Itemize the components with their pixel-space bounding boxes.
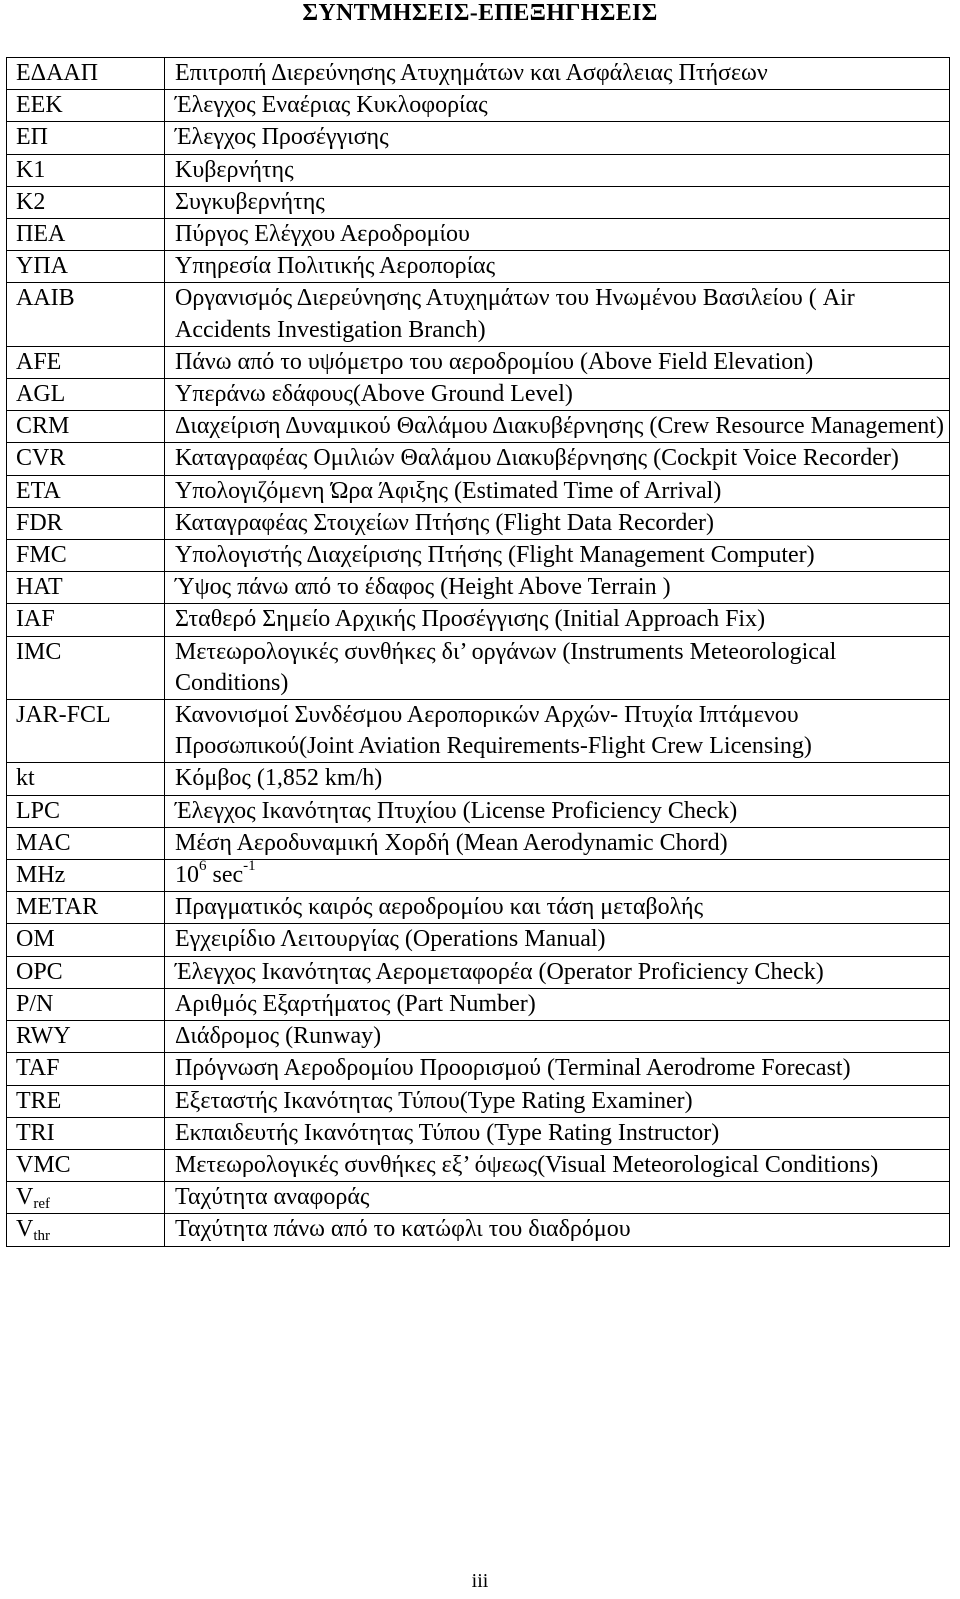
- abbreviation-definition: Έλεγχος Ικανότητας Αερομεταφορέα (Operator Proficiency Check): [175, 958, 824, 985]
- abbreviation-definition: Υπολογιζόμενη Ώρα Άφιξης (Estimated Time of Arrival): [175, 477, 722, 504]
- table-row: [7, 924, 950, 956]
- abbreviation-definition: 10: [175, 862, 199, 889]
- abbreviation-definition: Μετεωρολογικές συνθήκες δι’ οργάνων (Instruments Meteorological Conditions): [175, 638, 837, 696]
- abbreviation-term: P/N: [16, 990, 54, 1017]
- abbreviation-term-subscript: thr: [33, 1228, 51, 1245]
- abbreviation-term-cell: [7, 219, 165, 251]
- abbreviation-definition: Κανονισμοί Συνδέσμου Αεροπορικών Αρχών- Πτυχία Ιπτάμενου Προσωπικού(Joint Aviation Requirements-Flight Crew Licensing): [175, 702, 812, 760]
- table-row: [7, 411, 950, 443]
- abbreviation-definition-cell: [165, 283, 950, 346]
- abbreviation-term: ETA: [16, 477, 61, 504]
- table-row: [7, 827, 950, 859]
- abbreviation-definition-cell: [165, 604, 950, 636]
- page-title: ΣΥΝΤΜΗΣΕΙΣ-ΕΠΕΞΗΓΗΣΕΙΣ: [302, 0, 658, 26]
- abbreviation-term: METAR: [16, 894, 99, 921]
- abbreviation-definition-unit: sec: [206, 862, 244, 889]
- abbreviation-definition: Συγκυβερνήτης: [175, 188, 325, 215]
- abbreviation-definition: Υπεράνω εδάφους(Above Ground Level): [175, 381, 573, 408]
- table-row: [7, 90, 950, 122]
- abbreviations-table-body: [7, 58, 950, 1247]
- abbreviation-definition: Διαχείριση Δυναμικού Θαλάμου Διακυβέρνησης (Crew Resource Management): [175, 413, 944, 440]
- table-row: [7, 507, 950, 539]
- table-row: [7, 379, 950, 411]
- abbreviation-definition-cell: [165, 540, 950, 572]
- abbreviation-definition: Ύψος πάνω από το έδαφος (Height Above Terrain ): [175, 574, 671, 601]
- abbreviation-term-cell: [7, 827, 165, 859]
- abbreviation-term: AAIB: [16, 285, 75, 312]
- definition-unit-exponent: -1: [243, 858, 256, 875]
- table-row: [7, 1182, 950, 1214]
- abbreviation-definition-cell: [165, 1117, 950, 1149]
- abbreviation-term: VMC: [16, 1151, 71, 1178]
- table-row: [7, 1021, 950, 1053]
- abbreviation-term-cell: [7, 251, 165, 283]
- abbreviation-term: kt: [16, 765, 35, 792]
- abbreviation-definition-cell: [165, 1182, 950, 1214]
- abbreviation-definition: Εκπαιδευτής Ικανότητας Τύπου (Type Rating Instructor): [175, 1119, 720, 1146]
- abbreviation-definition: Μετεωρολογικές συνθήκες εξ’ όψεως(Visual Meteorological Conditions): [175, 1151, 879, 1178]
- abbreviation-term: MHz: [16, 862, 66, 889]
- abbreviation-term-cell: [7, 475, 165, 507]
- abbreviation-term: OM: [16, 926, 55, 953]
- abbreviation-definition-cell: [165, 1021, 950, 1053]
- abbreviation-definition-cell: [165, 956, 950, 988]
- abbreviation-definition-cell: [165, 763, 950, 795]
- table-row: [7, 1053, 950, 1085]
- abbreviation-definition: Σταθερό Σημείο Αρχικής Προσέγγισης (Initial Approach Fix): [175, 606, 766, 633]
- abbreviation-definition-cell: [165, 346, 950, 378]
- table-row: [7, 892, 950, 924]
- table-row: [7, 154, 950, 186]
- abbreviation-definition-cell: [165, 1085, 950, 1117]
- abbreviation-definition-cell: [165, 475, 950, 507]
- abbreviation-term-cell: [7, 1214, 165, 1246]
- abbreviation-definition: Διάδρομος (Runway): [175, 1023, 382, 1050]
- abbreviation-definition: Υπολογιστής Διαχείρισης Πτήσης (Flight Management Computer): [175, 542, 815, 569]
- abbreviation-term-cell: [7, 1149, 165, 1181]
- abbreviation-term: V: [16, 1184, 34, 1211]
- table-row: [7, 122, 950, 154]
- abbreviation-definition: Έλεγχος Ικανότητας Πτυχίου (License Proficiency Check): [175, 797, 738, 824]
- table-row: [7, 219, 950, 251]
- abbreviation-definition: Έλεγχος Προσέγγισης: [175, 124, 389, 151]
- table-row: [7, 700, 950, 763]
- abbreviation-definition: Ταχύτητα πάνω από το κατώφλι του διαδρόμου: [175, 1216, 631, 1243]
- table-row: [7, 763, 950, 795]
- abbreviation-term-cell: [7, 700, 165, 763]
- abbreviation-term: ΕΠ: [16, 124, 48, 151]
- abbreviation-definition: Πρόγνωση Αεροδρομίου Προορισμού (Terminal Aerodrome Forecast): [175, 1055, 851, 1082]
- abbreviation-definition-cell: [165, 988, 950, 1020]
- abbreviation-definition: Καταγραφέας Ομιλιών Θαλάμου Διακυβέρνησης (Cockpit Voice Recorder): [175, 445, 899, 472]
- abbreviation-definition-cell: [165, 507, 950, 539]
- abbreviation-term: ΠΕΑ: [16, 221, 66, 248]
- table-row: [7, 860, 950, 892]
- abbreviation-term-cell: [7, 956, 165, 988]
- table-row: [7, 283, 950, 346]
- abbreviation-term-cell: [7, 860, 165, 892]
- abbreviation-term: JAR-FCL: [16, 702, 111, 729]
- abbreviation-term-cell: [7, 763, 165, 795]
- abbreviation-term: IMC: [16, 638, 62, 665]
- abbreviation-definition-cell: [165, 700, 950, 763]
- abbreviation-term-cell: [7, 795, 165, 827]
- abbreviation-definition-cell: [165, 1053, 950, 1085]
- abbreviation-definition: Κόμβος (1,852 km/h): [175, 765, 383, 792]
- table-row: [7, 636, 950, 699]
- abbreviation-definition: Υπηρεσία Πολιτικής Αεροπορίας: [175, 253, 496, 280]
- abbreviation-term-cell: [7, 1053, 165, 1085]
- abbreviation-term-cell: [7, 283, 165, 346]
- abbreviation-term-cell: [7, 379, 165, 411]
- abbreviation-definition: Αριθμός Εξαρτήματος (Part Number): [175, 990, 536, 1017]
- abbreviation-definition: Κυβερνήτης: [175, 156, 294, 183]
- table-row: [7, 988, 950, 1020]
- abbreviation-definition-cell: [165, 572, 950, 604]
- abbreviation-definition-cell: [165, 122, 950, 154]
- abbreviation-definition-cell: [165, 154, 950, 186]
- table-row: [7, 475, 950, 507]
- abbreviation-term-cell: [7, 90, 165, 122]
- abbreviation-definition: Καταγραφέας Στοιχείων Πτήσης (Flight Data Recorder): [175, 509, 714, 536]
- abbreviation-term-cell: [7, 636, 165, 699]
- abbreviation-definition: Μέση Αεροδυναμική Χορδή (Mean Aerodynamic Chord): [175, 829, 728, 856]
- abbreviation-term: AGL: [16, 381, 66, 408]
- table-row: [7, 1214, 950, 1246]
- abbreviation-term-cell: [7, 411, 165, 443]
- abbreviation-term-cell: [7, 443, 165, 475]
- abbreviation-definition-cell: [165, 827, 950, 859]
- abbreviation-term: IAF: [16, 606, 55, 633]
- abbreviation-term: OPC: [16, 958, 63, 985]
- abbreviation-term-cell: [7, 604, 165, 636]
- table-row: [7, 186, 950, 218]
- abbreviation-definition-cell: [165, 219, 950, 251]
- abbreviation-definition-cell: [165, 892, 950, 924]
- abbreviation-term-cell: [7, 988, 165, 1020]
- abbreviation-definition-cell: [165, 860, 950, 892]
- abbreviation-definition-cell: [165, 924, 950, 956]
- abbreviation-definition-cell: [165, 443, 950, 475]
- table-row: [7, 540, 950, 572]
- abbreviation-term-cell: [7, 58, 165, 90]
- abbreviation-definition: Πραγματικός καιρός αεροδρομίου και τάση μεταβολής: [175, 894, 704, 921]
- abbreviation-definition-cell: [165, 795, 950, 827]
- page-number: iii: [471, 1570, 489, 1592]
- abbreviation-term: LPC: [16, 797, 61, 824]
- abbreviation-term: TRE: [16, 1087, 62, 1114]
- abbreviation-term-cell: [7, 1085, 165, 1117]
- abbreviation-term-cell: [7, 540, 165, 572]
- abbreviation-term-cell: [7, 1021, 165, 1053]
- abbreviation-term-cell: [7, 507, 165, 539]
- abbreviation-term-cell: [7, 1182, 165, 1214]
- abbreviation-term-cell: [7, 186, 165, 218]
- definition-exponent: 6: [199, 858, 207, 875]
- abbreviation-definition: Πάνω από το υψόμετρο του αεροδρομίου (Above Field Elevation): [175, 348, 814, 375]
- abbreviation-term-cell: [7, 572, 165, 604]
- abbreviation-term: AFE: [16, 348, 62, 375]
- table-row: [7, 251, 950, 283]
- abbreviation-definition-cell: [165, 58, 950, 90]
- abbreviation-definition-cell: [165, 90, 950, 122]
- abbreviation-definition-cell: [165, 636, 950, 699]
- abbreviation-term: TAF: [16, 1055, 60, 1082]
- abbreviation-definition-cell: [165, 1214, 950, 1246]
- abbreviation-term-cell: [7, 122, 165, 154]
- table-row: [7, 346, 950, 378]
- abbreviations-table: [6, 57, 950, 1247]
- table-row: [7, 604, 950, 636]
- abbreviation-definition: Επιτροπή Διερεύνησης Ατυχημάτων και Ασφάλειας Πτήσεων: [175, 60, 768, 86]
- table-row: [7, 1117, 950, 1149]
- abbreviation-term: ΕΔΑΑΠ: [16, 60, 99, 86]
- abbreviation-definition: Πύργος Ελέγχου Αεροδρομίου: [175, 221, 470, 248]
- abbreviation-term: MAC: [16, 829, 71, 856]
- table-row: [7, 443, 950, 475]
- abbreviation-term: ΥΠΑ: [16, 253, 68, 280]
- abbreviation-term: HAT: [16, 574, 63, 601]
- abbreviation-term: ΕΕΚ: [16, 92, 63, 119]
- abbreviation-definition-cell: [165, 411, 950, 443]
- abbreviation-term: FDR: [16, 509, 63, 536]
- abbreviation-definition-cell: [165, 1149, 950, 1181]
- abbreviation-term: FMC: [16, 542, 67, 569]
- abbreviation-definition-cell: [165, 186, 950, 218]
- abbreviation-term-cell: [7, 346, 165, 378]
- abbreviation-term: Κ1: [16, 156, 46, 183]
- table-row: [7, 58, 950, 90]
- abbreviation-term: CRM: [16, 413, 70, 440]
- abbreviation-term: V: [16, 1216, 34, 1243]
- abbreviation-term-cell: [7, 1117, 165, 1149]
- abbreviation-term: RWY: [16, 1023, 71, 1050]
- table-row: [7, 1085, 950, 1117]
- abbreviation-definition-cell: [165, 379, 950, 411]
- abbreviation-definition: Εγχειρίδιο Λειτουργίας (Operations Manual): [175, 926, 606, 953]
- table-row: [7, 572, 950, 604]
- abbreviation-definition: Οργανισμός Διερεύνησης Ατυχημάτων του Ηνωμένου Βασιλείου ( Air Accidents Investigation Branch): [175, 285, 855, 343]
- abbreviation-term-subscript: ref: [33, 1196, 50, 1213]
- abbreviation-term-cell: [7, 154, 165, 186]
- abbreviation-term: CVR: [16, 445, 66, 472]
- abbreviation-definition: Ταχύτητα αναφοράς: [175, 1184, 370, 1211]
- abbreviation-term: TRI: [16, 1119, 55, 1146]
- table-row: [7, 1149, 950, 1181]
- abbreviation-term-cell: [7, 892, 165, 924]
- abbreviation-term: Κ2: [16, 188, 46, 215]
- abbreviation-definition-cell: [165, 251, 950, 283]
- abbreviation-definition: Έλεγχος Εναέριας Κυκλοφορίας: [175, 92, 488, 119]
- abbreviation-definition: Εξεταστής Ικανότητας Τύπου(Type Rating Examiner): [175, 1087, 693, 1114]
- table-row: [7, 795, 950, 827]
- abbreviation-term-cell: [7, 924, 165, 956]
- table-row: [7, 956, 950, 988]
